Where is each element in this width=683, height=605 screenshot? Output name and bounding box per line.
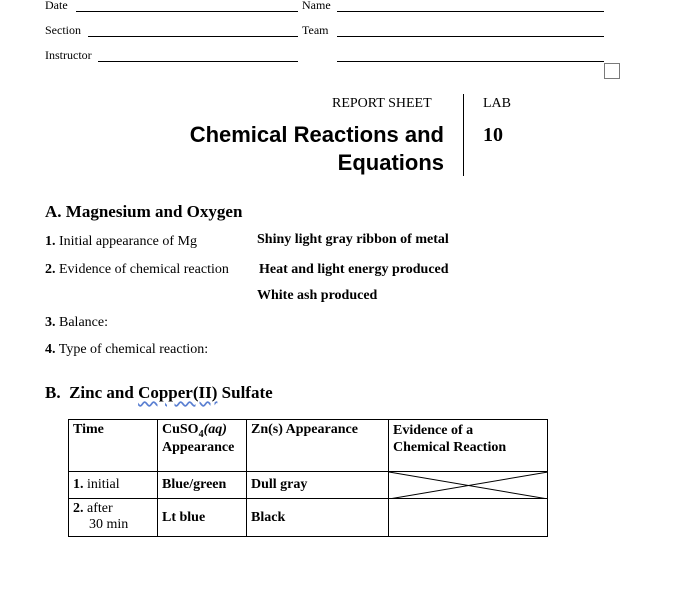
lab-label: LAB [483, 96, 511, 111]
blank-line [337, 61, 604, 62]
instructor-line[interactable] [98, 61, 298, 62]
page-title [120, 121, 444, 177]
section-b-heading: B. Zinc and Copper(II) Sulfate [45, 383, 273, 402]
section-line[interactable] [88, 36, 298, 37]
row2-cuso4[interactable]: Lt blue [158, 499, 247, 537]
header-time: Time [69, 420, 158, 472]
question-4: 4. Type of chemical reaction: [45, 342, 209, 357]
name-label: Name [302, 0, 331, 12]
cross-out-icon [389, 472, 548, 499]
title-line1: Chemical Reactions and [189, 122, 444, 147]
table-row [69, 472, 548, 499]
header-evidence: Evidence of a Chemical Reaction [389, 420, 548, 472]
table-header-row [69, 420, 548, 472]
row1-time: 1. initial [69, 472, 158, 499]
row1-zn[interactable]: Dull gray [247, 472, 389, 499]
title-line2: Equations [337, 150, 444, 175]
row1-cuso4[interactable]: Blue/green [158, 472, 247, 499]
row2-zn[interactable]: Black [247, 499, 389, 537]
question-3: 3. Balance: [45, 315, 108, 330]
team-line[interactable] [337, 36, 604, 37]
title-divider [463, 94, 464, 176]
row1-evidence-crossed [389, 472, 548, 499]
row2-time: 2. after 30 min [69, 499, 158, 537]
team-label: Team [302, 23, 329, 37]
answer-2a[interactable]: Heat and light energy produced [259, 262, 449, 277]
header-cuso4: CuSO$_4$(aq) Appearance [158, 420, 247, 472]
checkbox[interactable] [604, 63, 620, 79]
name-line[interactable] [337, 11, 604, 12]
results-table [68, 419, 548, 537]
answer-2b[interactable]: White ash produced [257, 288, 378, 303]
answer-1[interactable]: Shiny light gray ribbon of metal [257, 232, 449, 247]
question-1: 1. Initial appearance of Mg [45, 234, 197, 249]
instructor-label: Instructor [45, 48, 92, 62]
lab-number: 10 [483, 124, 503, 146]
date-label: Date [45, 0, 68, 12]
date-line[interactable] [76, 11, 298, 12]
row2-evidence[interactable] [389, 499, 548, 537]
section-label: Section [45, 23, 81, 37]
question-2: 2. Evidence of chemical reaction [45, 262, 229, 277]
table-row [69, 499, 548, 537]
header-zn: Zn(s) Appearance [247, 420, 389, 472]
section-a-heading: A. Magnesium and Oxygen [45, 202, 243, 221]
report-sheet-label: REPORT SHEET [332, 96, 432, 111]
